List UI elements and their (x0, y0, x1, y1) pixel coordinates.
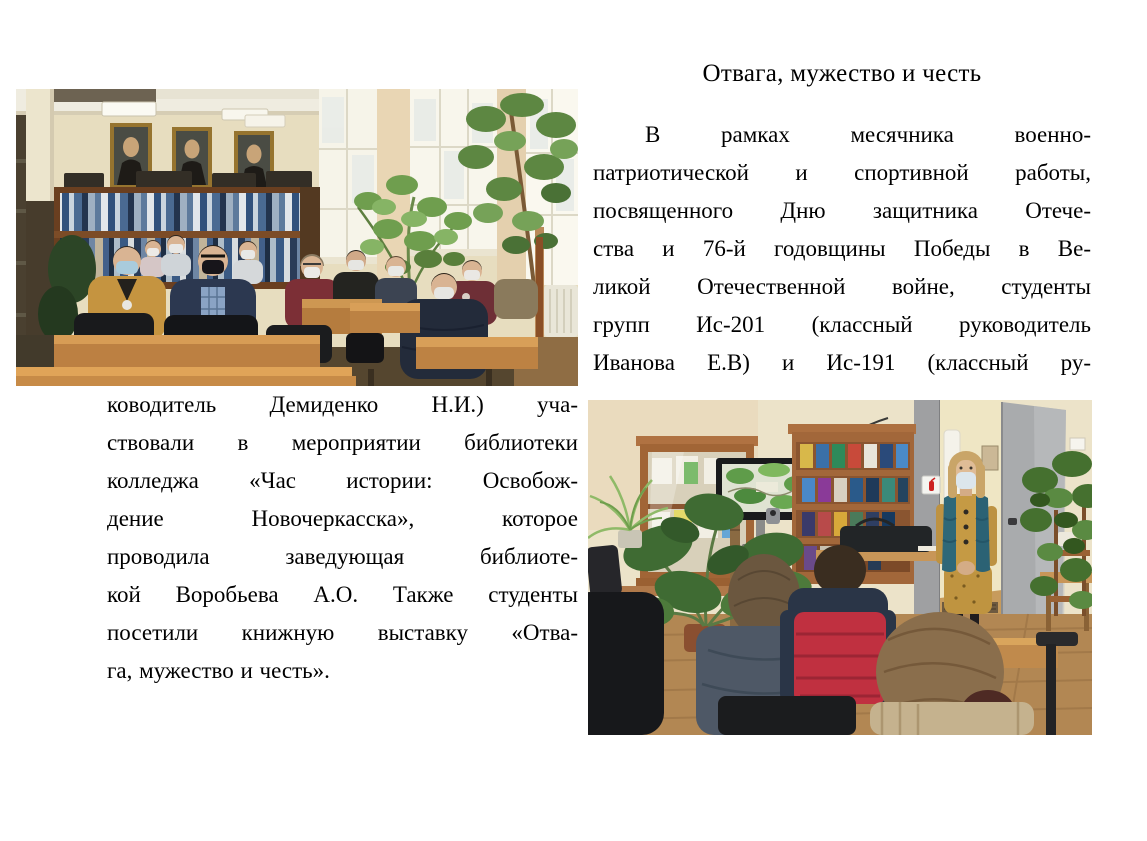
text-line: ководитель Демиденко Н.И.) уча- (107, 392, 578, 417)
article-title: Отвага, мужество и честь (702, 60, 982, 87)
text-line: ликой Отечественной войне, студенты (593, 274, 1091, 299)
text-line: га, мужество и честь». (107, 658, 330, 683)
text-line: проводила заведующая библиоте- (107, 544, 578, 569)
text-line: кой Воробьева А.О. Также студенты (107, 582, 578, 607)
article-left-column (107, 386, 578, 690)
text-line: В рамках месячника военно- (645, 122, 1091, 147)
text-line: групп Ис-201 (классный руководитель (593, 312, 1091, 337)
text-line: ства и 76-й годовщины Победы в Ве- (593, 236, 1091, 261)
monitor-edge (588, 544, 623, 597)
photo-library-audience (16, 89, 578, 386)
photo-presentation-event (588, 400, 1092, 735)
text-line: колледжа «Час истории: Освобож- (107, 468, 578, 493)
text-line: посетили книжную выставку «Отва- (107, 620, 578, 645)
text-line: патриотической и спортивной работы, (593, 160, 1091, 185)
text-line: Иванова Е.В) и Ис-191 (классный ру- (593, 350, 1091, 375)
text-line: посвященного Дню защитника Отече- (593, 198, 1091, 223)
text-line: дение Новочеркасска», которое (107, 506, 578, 531)
text-line: ствовали в мероприятии библиотеки (107, 430, 578, 455)
fire-extinguisher-sign (922, 476, 940, 494)
article-right-column (593, 116, 1091, 382)
